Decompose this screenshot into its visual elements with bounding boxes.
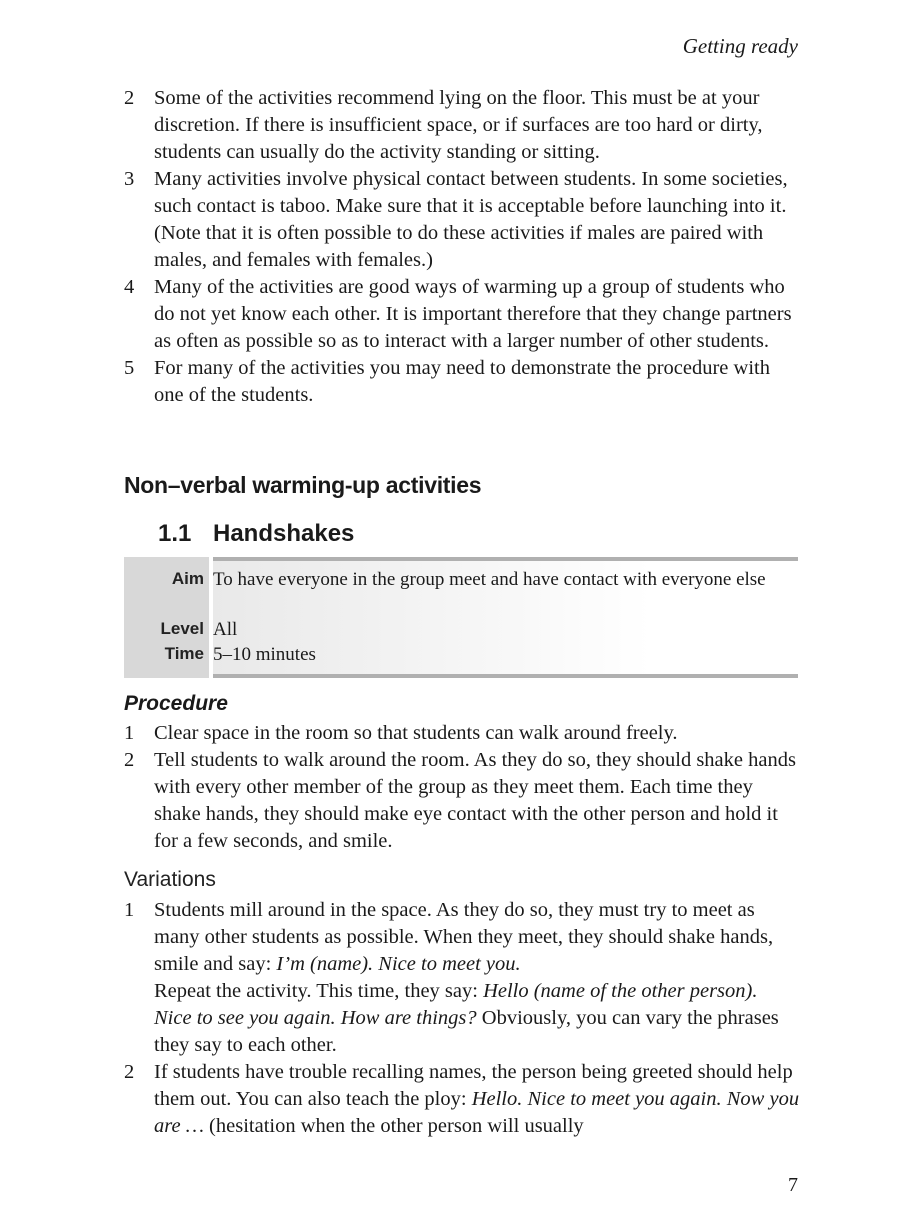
item-number: 4: [124, 276, 135, 298]
item-number: 2: [124, 1061, 135, 1083]
variation-text: Obviously, you can vary the phrases they say to each other.: [154, 1007, 779, 1056]
list-item: [124, 747, 800, 855]
list-item: [124, 85, 800, 166]
item-text: Many activities involve physical contact between students. In some societies, such contact is taboo. Make sure that it is acceptable before launching into it. (Note that it is often possible to do these activities if males are paired with males, and females with females.): [154, 168, 788, 271]
list-item: [124, 897, 800, 1059]
page-number: 7: [788, 1174, 798, 1196]
list-item: [124, 274, 800, 355]
example-phrase: Hello (name of the other person). Nice to see you again. How are things?: [154, 980, 758, 1029]
info-panel: [213, 557, 798, 678]
aim-value: To have everyone in the group meet and have contact with everyone else: [213, 569, 766, 590]
item-number: 2: [124, 87, 135, 109]
procedure-list: [124, 720, 800, 855]
item-number: 1: [124, 722, 135, 744]
variation-text: Repeat the activity. This time, they say:: [154, 980, 484, 1002]
item-text: Clear space in the room so that students can walk around freely.: [154, 722, 678, 744]
item-text: Some of the activities recommend lying on the floor. This must be at your discretion. If there is insufficient space, or if surfaces are too hard or dirty, students can usually do the activity standing or sitting.: [154, 87, 763, 163]
activity-info-box: [124, 557, 798, 678]
example-phrase: I’m (name). Nice to meet you.: [276, 953, 521, 975]
item-text: [154, 897, 800, 1059]
variation-text: If students have trouble recalling names, the person being greeted should help them out. You can also teach the ploy:: [154, 1061, 793, 1110]
info-label-column: [124, 557, 209, 678]
activity-number: 1.1: [158, 520, 192, 547]
aim-label: Aim: [171, 569, 204, 588]
time-value: 5–10 minutes: [213, 644, 316, 665]
item-number: 5: [124, 357, 135, 379]
variations-list: [124, 897, 800, 1140]
item-number: 3: [124, 168, 135, 190]
level-label: Level: [160, 619, 204, 638]
procedure-heading: Procedure: [124, 692, 228, 715]
running-head: Getting ready: [682, 34, 798, 58]
variation-text: Students mill around in the space. As they do so, they must try to meet as many other students as possible. When they meet, they should shake hands, smile and say:: [154, 899, 774, 975]
variation-text: (hesitation when the other person will usually: [203, 1115, 584, 1137]
item-text: For many of the activities you may need to demonstrate the procedure with one of the students.: [154, 357, 770, 406]
example-phrase: Hello. Nice to meet you again. Now you are …: [154, 1088, 800, 1137]
intro-list: [124, 85, 800, 409]
item-text: [154, 1059, 800, 1140]
item-text: Many of the activities are good ways of warming up a group of students who do not yet know each other. It is important therefore that they change partners as often as possible so as to interact with a larger number of other students.: [154, 276, 792, 352]
item-number: 1: [124, 899, 135, 921]
list-item: [124, 720, 800, 747]
list-item: [124, 355, 800, 409]
section-title: Non–verbal warming-up activities: [124, 472, 482, 498]
item-text: Tell students to walk around the room. As they do so, they should shake hands with every other member of the group as they meet them. Each time they shake hands, they should make eye contact with the other person and hold it for a few seconds, and smile.: [154, 749, 796, 852]
level-value: All: [213, 619, 238, 640]
activity-title: Handshakes: [213, 520, 355, 547]
list-item: [124, 1059, 800, 1140]
variations-heading: Variations: [124, 868, 216, 891]
list-item: [124, 166, 800, 274]
time-label: Time: [164, 644, 204, 663]
item-number: 2: [124, 749, 135, 771]
